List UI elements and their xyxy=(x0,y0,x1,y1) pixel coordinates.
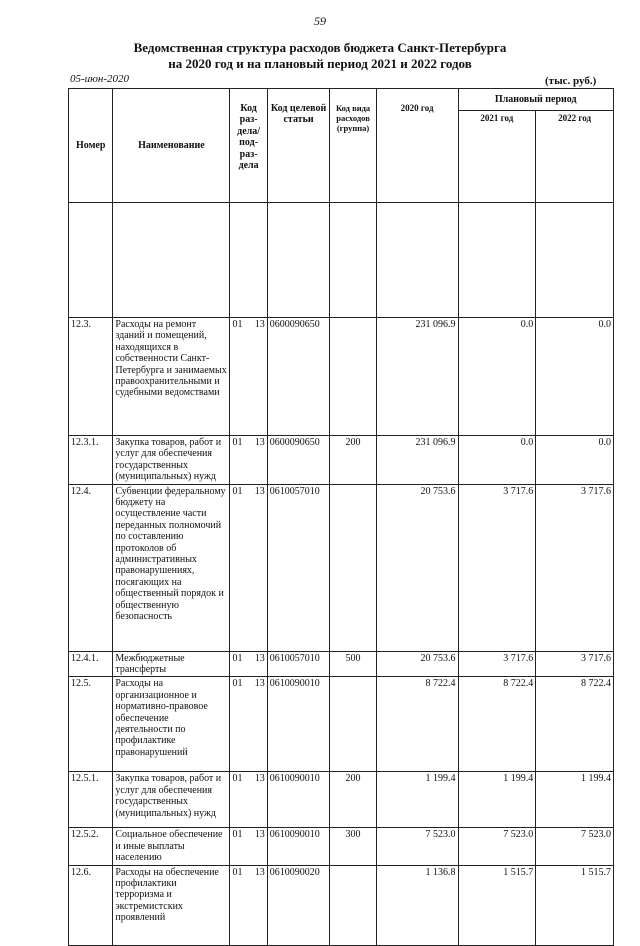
row-number: 12.3.1. xyxy=(69,436,113,485)
row-name: Расходы на организационное и нормативно-правовое обеспечение деятельности по профилактике правонарушений xyxy=(113,677,230,772)
row-section-code xyxy=(230,318,267,436)
header-section-code: Код раз-дела/ под-раз-дела xyxy=(230,89,267,203)
row-name: Расходы на ремонт зданий и помещений, находящихся в собственности Санкт-Петербурга и занимаемых правоохранительными и судебными ведомствами xyxy=(113,318,230,436)
section-code: 01 xyxy=(232,437,243,448)
table-row xyxy=(69,865,614,945)
row-target-code: 0610090010 xyxy=(267,677,330,772)
row-section-code xyxy=(230,828,267,865)
row-section-code xyxy=(230,677,267,772)
row-expense-type xyxy=(330,865,376,945)
row-target-code: 0610090010 xyxy=(267,828,330,865)
row-value-2020: 20 753.6 xyxy=(376,651,458,677)
row-value-2022: 3 717.6 xyxy=(536,651,614,677)
row-number: 12.3. xyxy=(69,318,113,436)
row-section-code xyxy=(230,436,267,485)
row-name: Субвенции федеральному бюджету на осуществление части переданных полномочий по составлению протоколов об административных правонарушениях, посягающих на общественный порядок и общественную безопасность xyxy=(113,484,230,651)
row-target-code: 0610090020 xyxy=(267,865,330,945)
subsection-code: 13 xyxy=(254,829,265,841)
row-expense-type: 500 xyxy=(330,651,376,677)
title-line-1: Ведомственная структура расходов бюджета Санкт-Петербурга xyxy=(133,40,507,55)
row-section-code xyxy=(230,865,267,945)
row-target-code: 0610057010 xyxy=(267,651,330,677)
subsection-code: 13 xyxy=(254,773,265,785)
row-number: 12.6. xyxy=(69,865,113,945)
row-section-code xyxy=(230,772,267,828)
subsection-code: 13 xyxy=(254,319,265,330)
row-value-2020: 7 523.0 xyxy=(376,828,458,865)
row-number: 12.5.2. xyxy=(69,828,113,865)
row-value-2021: 8 722.4 xyxy=(458,677,536,772)
section-code: 01 xyxy=(232,866,243,878)
row-value-2022: 8 722.4 xyxy=(536,677,614,772)
row-value-2021: 3 717.6 xyxy=(458,651,536,677)
row-section-code xyxy=(230,651,267,677)
row-value-2022: 3 717.6 xyxy=(536,484,614,651)
row-value-2022: 0.0 xyxy=(536,436,614,485)
row-target-code: 0610057010 xyxy=(267,484,330,651)
row-value-2020: 1 199.4 xyxy=(376,772,458,828)
blank-row xyxy=(69,203,614,318)
row-value-2020: 8 722.4 xyxy=(376,677,458,772)
subsection-code: 13 xyxy=(254,437,265,448)
row-target-code: 0610090010 xyxy=(267,772,330,828)
row-value-2022: 1 199.4 xyxy=(536,772,614,828)
row-name: Социальное обеспечение и иные выплаты населению xyxy=(113,828,230,865)
header-year-2022: 2022 год xyxy=(536,111,614,203)
header-name: Наименование xyxy=(113,89,230,203)
row-name: Межбюджетные трансферты xyxy=(113,651,230,677)
section-code: 01 xyxy=(232,485,243,497)
header-year-2021: 2021 год xyxy=(458,111,536,203)
row-value-2021: 0.0 xyxy=(458,318,536,436)
table-row xyxy=(69,436,614,485)
row-name: Закупка товаров, работ и услуг для обеспечения государственных (муниципальных) нужд xyxy=(113,772,230,828)
page-number: 59 xyxy=(314,14,326,28)
row-value-2021: 3 717.6 xyxy=(458,484,536,651)
document-title xyxy=(0,40,640,72)
table-row xyxy=(69,651,614,677)
section-code: 01 xyxy=(232,319,243,330)
row-value-2021: 7 523.0 xyxy=(458,828,536,865)
row-value-2021: 0.0 xyxy=(458,436,536,485)
row-expense-type: 300 xyxy=(330,828,376,865)
row-expense-type xyxy=(330,318,376,436)
row-value-2020: 20 753.6 xyxy=(376,484,458,651)
section-code: 01 xyxy=(232,678,243,690)
row-value-2022: 7 523.0 xyxy=(536,828,614,865)
row-value-2020: 231 096.9 xyxy=(376,436,458,485)
row-value-2021: 1 199.4 xyxy=(458,772,536,828)
table-row xyxy=(69,828,614,865)
units-label: (тыс. руб.) xyxy=(545,75,597,87)
document-date: 05-июн-2020 xyxy=(70,73,130,85)
table-row xyxy=(69,772,614,828)
row-value-2020: 1 136.8 xyxy=(376,865,458,945)
title-line-2: на 2020 год и на плановый период 2021 и 2022 годов xyxy=(168,56,472,71)
row-expense-type xyxy=(330,677,376,772)
table-row xyxy=(69,677,614,772)
header-year-2020: 2020 год xyxy=(376,89,458,203)
header-number: Номер xyxy=(69,89,113,203)
table-row xyxy=(69,484,614,651)
header-planned-period: Плановый период xyxy=(458,89,614,111)
row-expense-type: 200 xyxy=(330,772,376,828)
table-row xyxy=(69,318,614,436)
row-target-code: 0600090650 xyxy=(267,318,330,436)
subsection-code: 13 xyxy=(254,652,265,664)
header-expense-type-code: Код вида расходов (группа) xyxy=(330,89,376,203)
row-number: 12.4. xyxy=(69,484,113,651)
budget-table xyxy=(68,88,614,946)
section-code: 01 xyxy=(232,652,243,664)
row-number: 12.5.1. xyxy=(69,772,113,828)
row-number: 12.5. xyxy=(69,677,113,772)
subsection-code: 13 xyxy=(254,866,265,878)
subsection-code: 13 xyxy=(254,485,265,497)
row-value-2020: 231 096.9 xyxy=(376,318,458,436)
row-name: Закупка товаров, работ и услуг для обеспечения государственных (муниципальных) нужд xyxy=(113,436,230,485)
row-expense-type: 200 xyxy=(330,436,376,485)
row-section-code xyxy=(230,484,267,651)
row-number: 12.4.1. xyxy=(69,651,113,677)
subsection-code: 13 xyxy=(254,678,265,690)
row-name: Расходы на обеспечение профилактики терроризма и экстремистских проявлений xyxy=(113,865,230,945)
row-value-2022: 1 515.7 xyxy=(536,865,614,945)
row-expense-type xyxy=(330,484,376,651)
section-code: 01 xyxy=(232,773,243,785)
row-value-2021: 1 515.7 xyxy=(458,865,536,945)
header-target-code: Код целевой статьи xyxy=(267,89,330,203)
row-value-2022: 0.0 xyxy=(536,318,614,436)
row-target-code: 0600090650 xyxy=(267,436,330,485)
section-code: 01 xyxy=(232,829,243,841)
